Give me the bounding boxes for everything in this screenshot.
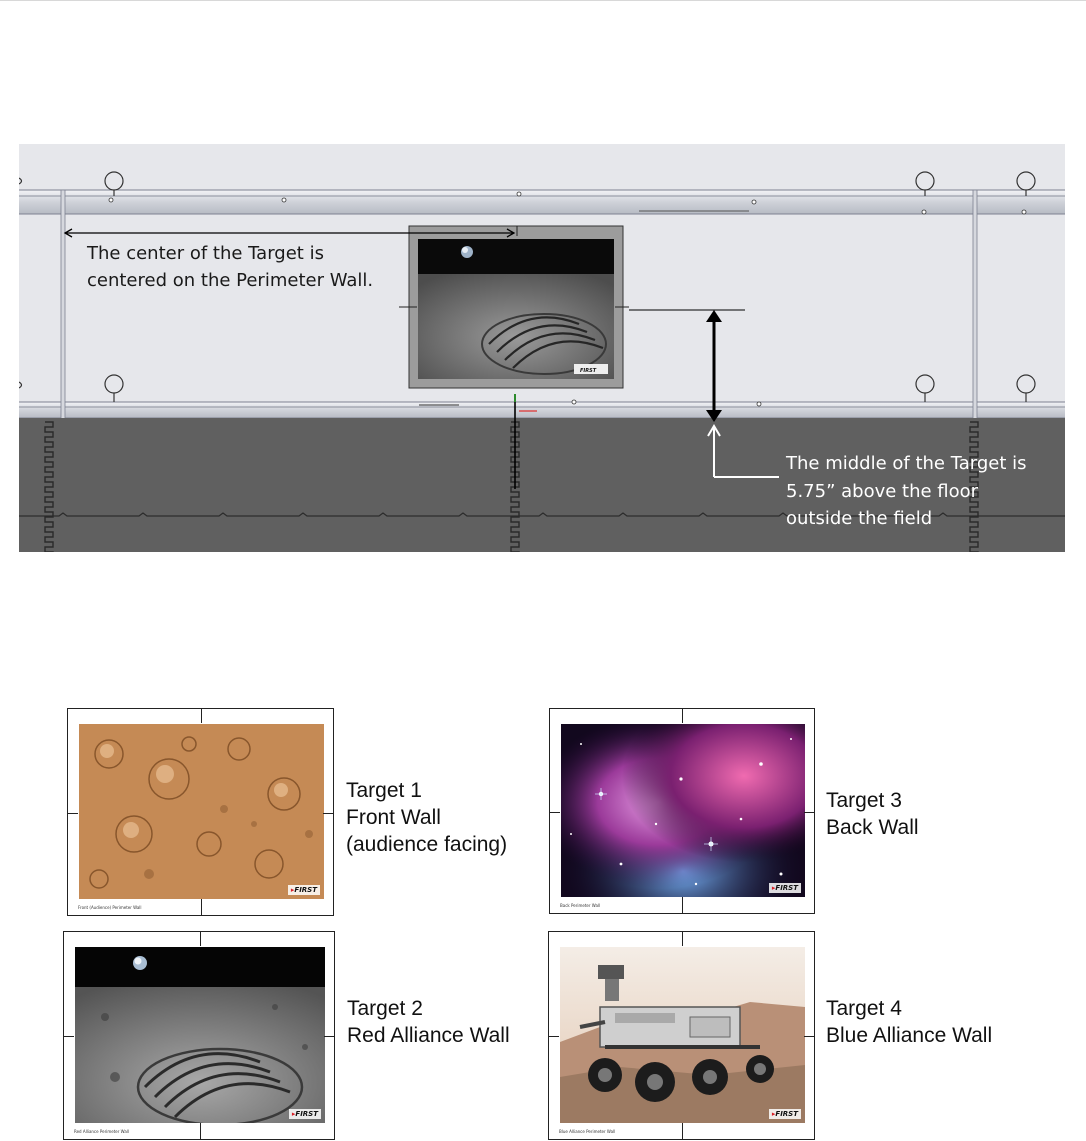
target-3-caption: Back Perimeter Wall	[560, 903, 601, 908]
target-2-label: Target 2	[347, 997, 423, 1020]
height-note-line-2: 5.75” above the floor	[786, 481, 979, 502]
first-logo: ▸FIRST	[769, 883, 801, 893]
target-on-wall	[399, 226, 629, 388]
first-logo: ▸FIRST	[769, 1109, 801, 1119]
target-1-note: (audience facing)	[346, 833, 508, 856]
mars-rover-image	[560, 947, 805, 1123]
height-note-line-3: outside the field	[786, 508, 933, 529]
target-2-wall: Red Alliance Wall	[347, 1024, 510, 1047]
first-logo: ▸FIRST	[288, 885, 320, 895]
target-3-card	[549, 708, 815, 914]
height-note-line-1: The middle of the Target is	[786, 453, 1027, 474]
top-rail	[19, 190, 1065, 214]
mars-surface-image	[79, 724, 324, 899]
target-2-caption: Red Alliance Perimeter Wall	[74, 1129, 130, 1134]
wall-target-logo: FIRST	[580, 368, 597, 374]
target-3-label: Target 3	[826, 789, 902, 812]
target-3-wall: Back Wall	[826, 816, 919, 839]
perimeter-wall-diagram	[19, 144, 1065, 552]
first-logo: ▸FIRST	[289, 1109, 321, 1119]
bottom-rail	[19, 402, 1065, 418]
target-4-caption: Blue Alliance Perimeter Wall	[559, 1129, 616, 1134]
target-1-wall: Front Wall	[346, 806, 441, 829]
nebula-image	[561, 724, 805, 897]
target-1-caption: Front (Audience) Perimeter Wall	[78, 905, 142, 910]
target-4-card	[548, 931, 815, 1140]
target-4-wall: Blue Alliance Wall	[826, 1024, 993, 1047]
target-1-card	[67, 708, 334, 916]
target-4-label: Target 4	[826, 997, 902, 1020]
center-note: The center of the Target is centered on the Perimeter Wall.	[87, 243, 374, 291]
page-top-rule	[0, 0, 1086, 1]
target-1-label: Target 1	[346, 779, 422, 802]
moon-footprint-image	[75, 947, 325, 1123]
target-2-card	[63, 931, 335, 1140]
